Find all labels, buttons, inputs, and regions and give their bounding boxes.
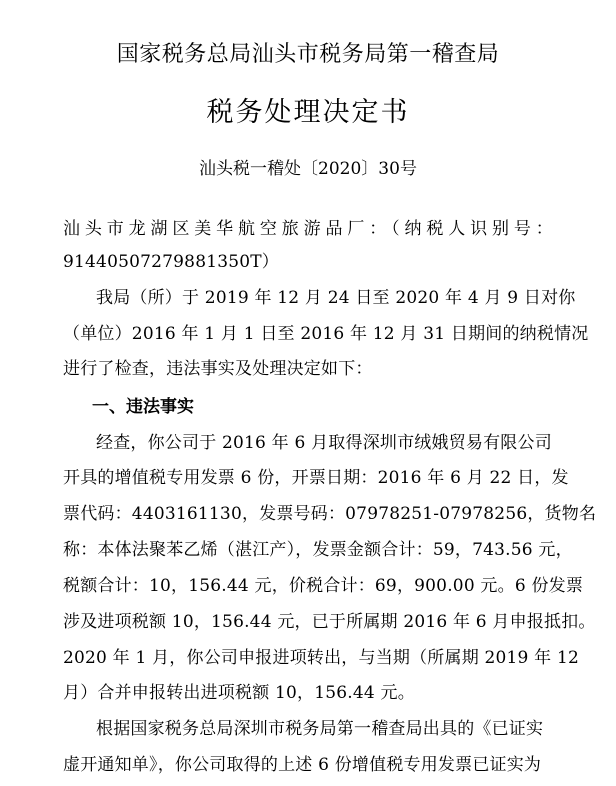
intro-line-3: 进行了检查，违法事实及处理决定如下： [63,359,373,379]
facts-para1-line-4: 称：本体法聚苯乙烯（湛江产），发票金额合计：59，743.56 元， [63,540,573,560]
addressee-line-1: 汕头市龙湖区美华航空旅游品厂：（纳税人识别号： [63,219,553,239]
section-heading-violation-facts: 一、违法事实 [92,397,194,417]
document-number: 汕头税一稽处〔2020〕30号 [199,159,417,179]
facts-para1-line-5: 税额合计：10，156.44 元，价税合计：69，900.00 元。6 份发票 [63,576,584,596]
facts-para1-line-7: 2020 年 1 月，你公司申报进项转出，与当期（所属期 2019 年 12 [63,648,579,668]
facts-para1-line-3: 票代码：4403161130，发票号码：07978251-07978256，货物名 [63,504,597,524]
intro-line-2: （单位）2016 年 1 月 1 日至 2016 年 12 月 31 日期间的纳税情况 [63,324,589,344]
addressee-line-2: 91440507279881350T） [63,252,280,272]
facts-para1-line-8: 月）合并申报转出进项税额 10，156.44 元。 [63,683,415,703]
intro-line-1: 我局（所）于 2019 年 12 月 24 日至 2020 年 4 月 9 日对你 [96,288,576,308]
document-title: 税务处理决定书 [206,97,410,128]
facts-para1-line-2: 开具的增值税专用发票 6 份，开票日期：2016 年 6 月 22 日，发 [63,468,569,488]
facts-para2-line-2: 虚开通知单》，你公司取得的上述 6 份增值税专用发票已证实为 [63,755,542,775]
facts-para1-line-6: 涉及进项税额 10，156.44 元，已于所属期 2016 年 6 月申报抵扣。 [63,612,596,632]
facts-para2-line-1: 根据国家税务总局深圳市税务局第一稽查局出具的《已证实 [96,719,544,739]
facts-para1-line-1: 经查，你公司于 2016 年 6 月取得深圳市绒娥贸易有限公司 [96,433,552,453]
issuing-authority: 国家税务总局汕头市税务局第一稽查局 [116,42,500,67]
